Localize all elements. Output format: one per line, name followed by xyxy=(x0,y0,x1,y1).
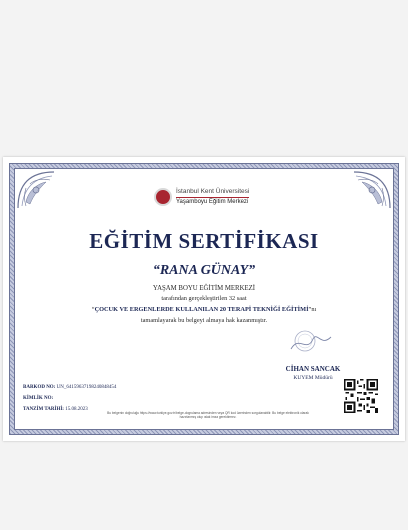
hours-line: tarafından gerçekleştirilen 32 saat xyxy=(161,295,247,302)
issue-date: TANZİM TARİHİ: 15.08.2023 xyxy=(23,407,88,412)
id-number: KİMLİK NO: xyxy=(23,396,54,401)
corner-ornament-icon xyxy=(346,170,392,210)
barcode-number: BARKOD NO: UN_64159637198240848454 xyxy=(23,385,117,390)
certificate xyxy=(3,157,405,441)
corner-ornament-icon xyxy=(16,170,62,210)
qr-code-icon[interactable] xyxy=(344,379,378,413)
logo-center-name: Yaşamboyu Eğitim Merkezi xyxy=(176,198,249,205)
course-name: ÇOCUK VE ERGENLERDE KULLANILAN 20 TERAPİ TEKNİĞİ EĞİTİMİ xyxy=(94,306,309,313)
certificate-title: EĞİTİM SERTİFİKASI xyxy=(89,229,319,253)
signatory-name: CİHAN SANCAK xyxy=(285,365,341,373)
organization-name: YAŞAM BOYU EĞİTİM MERKEZİ xyxy=(152,285,256,292)
logo-university-name: İstanbul Kent Üniversitesi xyxy=(176,188,250,196)
university-seal-icon xyxy=(154,188,172,206)
completion-line: tamamlayarak bu belgeyi almaya hak kazanmıştır. xyxy=(140,317,268,324)
verification-footnote: Bu belgenin doğruluğu https://www.turkiye.gov.tr/belge-dogrulama adresinden veya QR kod üzerinden sorgulanabilir. Bu belge elektronik olarak hazırlanmış olup ıslak imza gerektirmez. xyxy=(107,411,309,420)
signatory-title: KUYEM Müdürü xyxy=(293,375,333,381)
course-line: “ÇOCUK VE ERGENLERDE KULLANILAN 20 TERAPİ TEKNİĞİ EĞİTİMİ”nı xyxy=(91,306,317,313)
university-logo xyxy=(154,188,249,206)
signature-stamp-icon xyxy=(289,329,333,355)
recipient-name: “RANA GÜNAY” xyxy=(152,263,256,278)
